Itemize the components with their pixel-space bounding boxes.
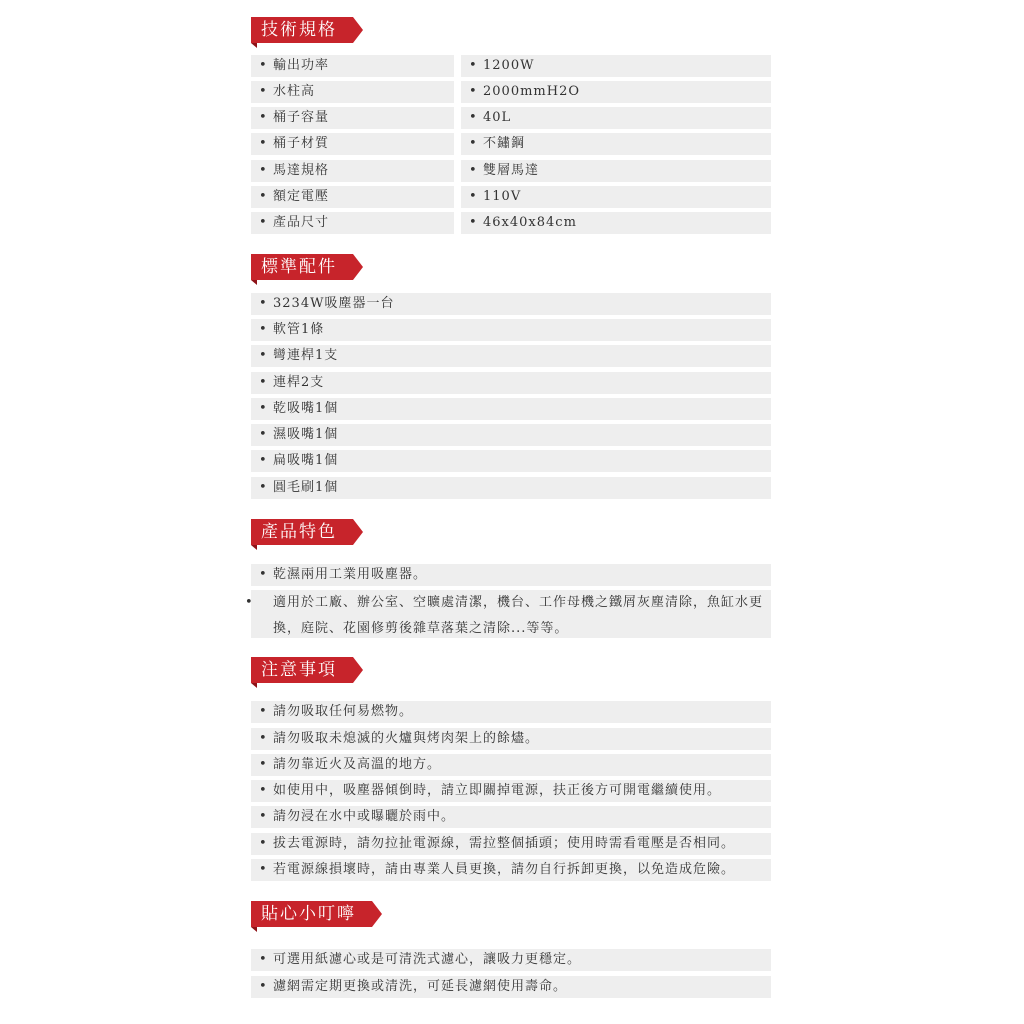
tip-item — [251, 949, 771, 971]
caution-text: 請勿浸在水中或曝曬於雨中。 — [273, 809, 456, 824]
caution-text: 請勿吸取未熄滅的火爐與烤肉架上的餘燼。 — [273, 731, 540, 746]
spec-label-row — [251, 160, 454, 182]
features-title: 產品特色 — [251, 519, 353, 545]
bullet-icon: • — [259, 163, 268, 178]
bullet-icon: • — [259, 375, 268, 390]
spec-label: 水柱高 — [273, 84, 316, 99]
accessory-text: 3234W吸塵器一台 — [273, 296, 395, 311]
bullet-icon: • — [259, 453, 268, 468]
feature-text: 適用於工廠、辦公室、空曠處清潔，機台、工作母機之鐵屑灰塵清除，魚缸水更換，庭院、花園修剪後雜草落葉之清除...等等。 — [273, 595, 764, 636]
accessory-item — [251, 477, 771, 499]
spec-label-row — [251, 133, 454, 155]
spec-value-row — [461, 81, 771, 103]
bullet-icon: • — [469, 163, 478, 178]
accessory-text: 濕吸嘴1個 — [273, 427, 339, 442]
bullet-icon: • — [259, 296, 268, 311]
bullet-icon: • — [469, 189, 478, 204]
spec-value: 雙層馬達 — [483, 163, 540, 178]
bullet-icon: • — [259, 567, 268, 582]
accessory-item — [251, 293, 771, 315]
caution-item — [251, 859, 771, 881]
caution-text: 如使用中，吸塵器傾倒時，請立即關掉電源，扶正後方可開電繼續使用。 — [273, 783, 722, 798]
bullet-icon: • — [259, 480, 268, 495]
accessory-text: 彎連桿1支 — [273, 348, 339, 363]
bullet-icon: • — [259, 215, 268, 230]
bullet-icon: • — [259, 809, 268, 824]
spec-value: 46x40x84cm — [483, 215, 577, 230]
caution-item — [251, 701, 771, 723]
spec-label: 產品尺寸 — [273, 215, 330, 230]
bullet-icon: • — [259, 58, 268, 73]
spec-value-row — [461, 160, 771, 182]
accessory-item — [251, 345, 771, 367]
spec-label-row — [251, 81, 454, 103]
spec-value-row — [461, 55, 771, 77]
tips-title: 貼心小叮嚀 — [251, 901, 372, 927]
caution-text: 拔去電源時，請勿拉扯電源線，需拉整個插頭；使用時需看電壓是否相同。 — [273, 836, 736, 851]
feature-item — [251, 564, 771, 586]
accessory-text: 連桿2支 — [273, 375, 325, 390]
bullet-icon: • — [259, 862, 268, 877]
bullet-icon: • — [245, 595, 254, 610]
caution-text: 若電源線損壞時，請由專業人員更換，請勿自行拆卸更換，以免造成危險。 — [273, 862, 736, 877]
spec-label-row — [251, 212, 454, 234]
accessory-item — [251, 398, 771, 420]
spec-value-row — [461, 186, 771, 208]
bullet-icon: • — [469, 215, 478, 230]
tip-item — [251, 976, 771, 998]
cautions-title: 注意事項 — [251, 657, 353, 683]
accessory-item — [251, 319, 771, 341]
bullet-icon: • — [469, 58, 478, 73]
accessory-text: 乾吸嘴1個 — [273, 401, 339, 416]
feature-item — [245, 590, 771, 638]
caution-text: 請勿靠近火及高溫的地方。 — [273, 757, 442, 772]
bullet-icon: • — [469, 110, 478, 125]
tip-text: 可選用紙濾心或是可清洗式濾心，讓吸力更穩定。 — [273, 952, 582, 967]
bullet-icon: • — [259, 322, 268, 337]
spec-value-row — [461, 212, 771, 234]
spec-label: 馬達規格 — [273, 163, 330, 178]
bullet-icon: • — [259, 836, 268, 851]
spec-value: 110V — [483, 189, 522, 204]
spec-label: 輸出功率 — [273, 58, 330, 73]
caution-item — [251, 728, 771, 750]
spec-value: 2000mmH2O — [483, 84, 581, 99]
bullet-icon: • — [259, 84, 268, 99]
spec-label: 桶子材質 — [273, 136, 330, 151]
bullet-icon: • — [259, 704, 268, 719]
bullet-icon: • — [259, 979, 268, 994]
spec-label-row — [251, 55, 454, 77]
bullet-icon: • — [259, 348, 268, 363]
bullet-icon: • — [469, 84, 478, 99]
spec-label-row — [251, 107, 454, 129]
caution-item — [251, 833, 771, 855]
tip-text: 濾網需定期更換或清洗，可延長濾網使用壽命。 — [273, 979, 568, 994]
spec-value-row — [461, 107, 771, 129]
bullet-icon: • — [259, 110, 268, 125]
bullet-icon: • — [259, 731, 268, 746]
caution-item — [251, 806, 771, 828]
bullet-icon: • — [259, 189, 268, 204]
caution-text: 請勿吸取任何易燃物。 — [273, 704, 414, 719]
bullet-icon: • — [259, 427, 268, 442]
caution-item — [251, 754, 771, 776]
spec-value: 1200W — [483, 58, 535, 73]
accessory-item — [251, 372, 771, 394]
spec-value: 不鏽鋼 — [483, 136, 526, 151]
spec-label: 桶子容量 — [273, 110, 330, 125]
spec-value: 40L — [483, 110, 512, 125]
specs-title: 技術規格 — [251, 17, 353, 43]
bullet-icon: • — [469, 136, 478, 151]
bullet-icon: • — [259, 401, 268, 416]
bullet-icon: • — [259, 136, 268, 151]
spec-value-row — [461, 133, 771, 155]
bullet-icon: • — [259, 783, 268, 798]
bullet-icon: • — [259, 757, 268, 772]
accessory-item — [251, 450, 771, 472]
bullet-icon: • — [259, 952, 268, 967]
accessory-text: 圓毛刷1個 — [273, 480, 339, 495]
spec-label-row — [251, 186, 454, 208]
feature-text: 乾濕兩用工業用吸塵器。 — [273, 567, 428, 582]
accessory-item — [251, 424, 771, 446]
spec-label: 額定電壓 — [273, 189, 330, 204]
accessory-text: 扁吸嘴1個 — [273, 453, 339, 468]
accessories-title: 標準配件 — [251, 254, 353, 280]
accessory-text: 軟管1條 — [273, 322, 325, 337]
caution-item — [251, 780, 771, 802]
